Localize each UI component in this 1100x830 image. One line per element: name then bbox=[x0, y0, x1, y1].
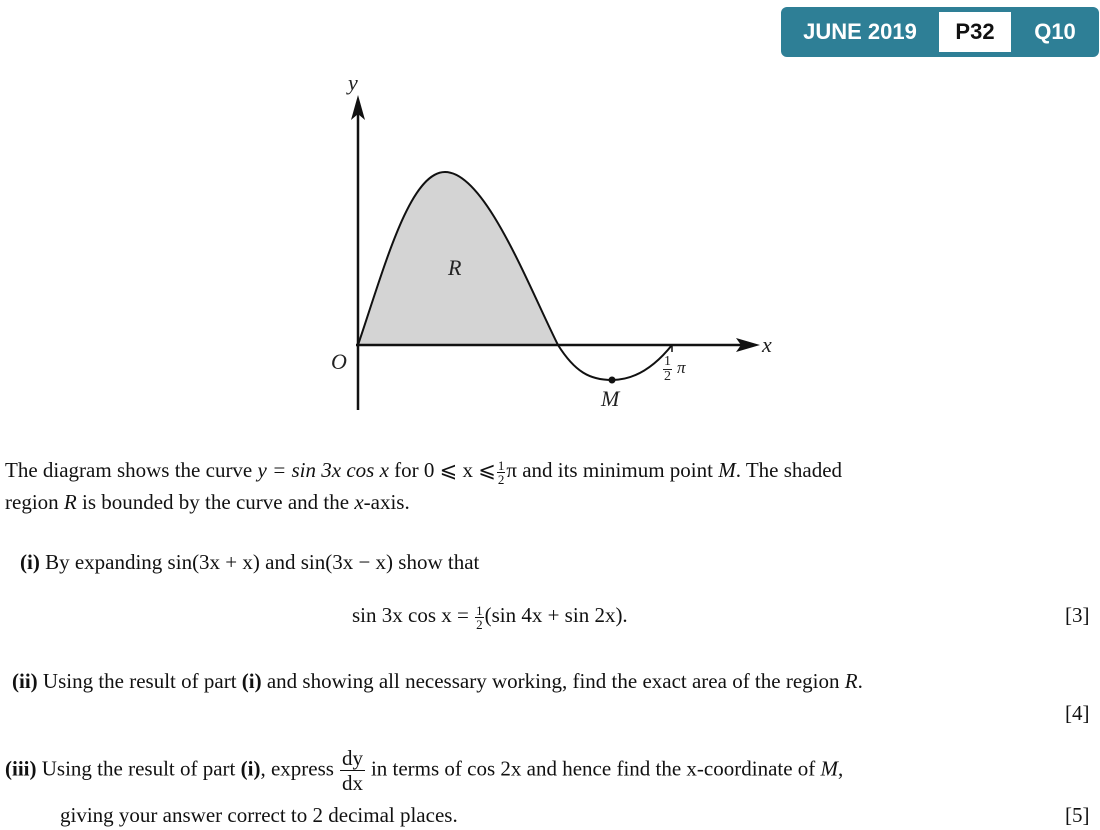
badge-question: Q10 bbox=[1034, 19, 1076, 44]
minimum-point-label: M bbox=[601, 386, 620, 411]
part-i-statement: (i) By expanding sin(3x + x) and sin(3x − x) show that bbox=[20, 550, 480, 574]
intro-fraction: $\frac{1}{2}$ bbox=[497, 457, 505, 487]
part-i-number: (i) bbox=[20, 550, 40, 574]
part-iii-statement: (iii) Using the result of part (i), express $\frac{dy}{dx}$ in terms of cos 2x and hence find the x-coordinate of M, bbox=[5, 746, 844, 795]
dy-dx-fraction: $\frac{dy}{dx}$ bbox=[341, 746, 363, 795]
intro-line-1: The diagram shows the curve y = sin 3x cos x for 0 ⩽ x ⩽ $\frac{1}{2}$ π and its minimum point M. The shaded bbox=[5, 457, 843, 487]
part-iii-marks: [5] bbox=[1065, 803, 1090, 827]
part-iii-line-2: giving your answer correct to 2 decimal places. bbox=[60, 803, 458, 827]
x-end-frac-den: 2 bbox=[664, 369, 671, 384]
x-end-pi: π bbox=[677, 358, 686, 377]
part-ii-statement: (ii) Using the result of part (i) and showing all necessary working, find the exact area of the region R. bbox=[12, 669, 863, 693]
part-i-equation: sin 3x cos x = $\frac{1}{2}$ (sin 4x + sin 2x). bbox=[352, 602, 628, 632]
exam-reference-badge bbox=[781, 7, 1099, 57]
region-r-label: R bbox=[448, 255, 462, 280]
intro-line-2: region R is bounded by the curve and the x-axis. bbox=[5, 490, 410, 514]
x-end-fraction bbox=[663, 355, 672, 384]
part-i-marks: [3] bbox=[1065, 603, 1090, 627]
origin-label: O bbox=[331, 349, 347, 374]
minimum-point-m bbox=[609, 377, 616, 384]
x-axis-label: x bbox=[762, 332, 772, 357]
x-end-frac-num: 1 bbox=[664, 354, 671, 369]
part-ii-marks: [4] bbox=[1065, 701, 1090, 725]
badge-paper: P32 bbox=[939, 12, 1011, 52]
y-axis-label: y bbox=[348, 70, 358, 95]
part-ii-number: (ii) bbox=[12, 669, 38, 693]
badge-session: JUNE 2019 bbox=[803, 19, 917, 44]
part-iii-number: (iii) bbox=[5, 756, 37, 781]
